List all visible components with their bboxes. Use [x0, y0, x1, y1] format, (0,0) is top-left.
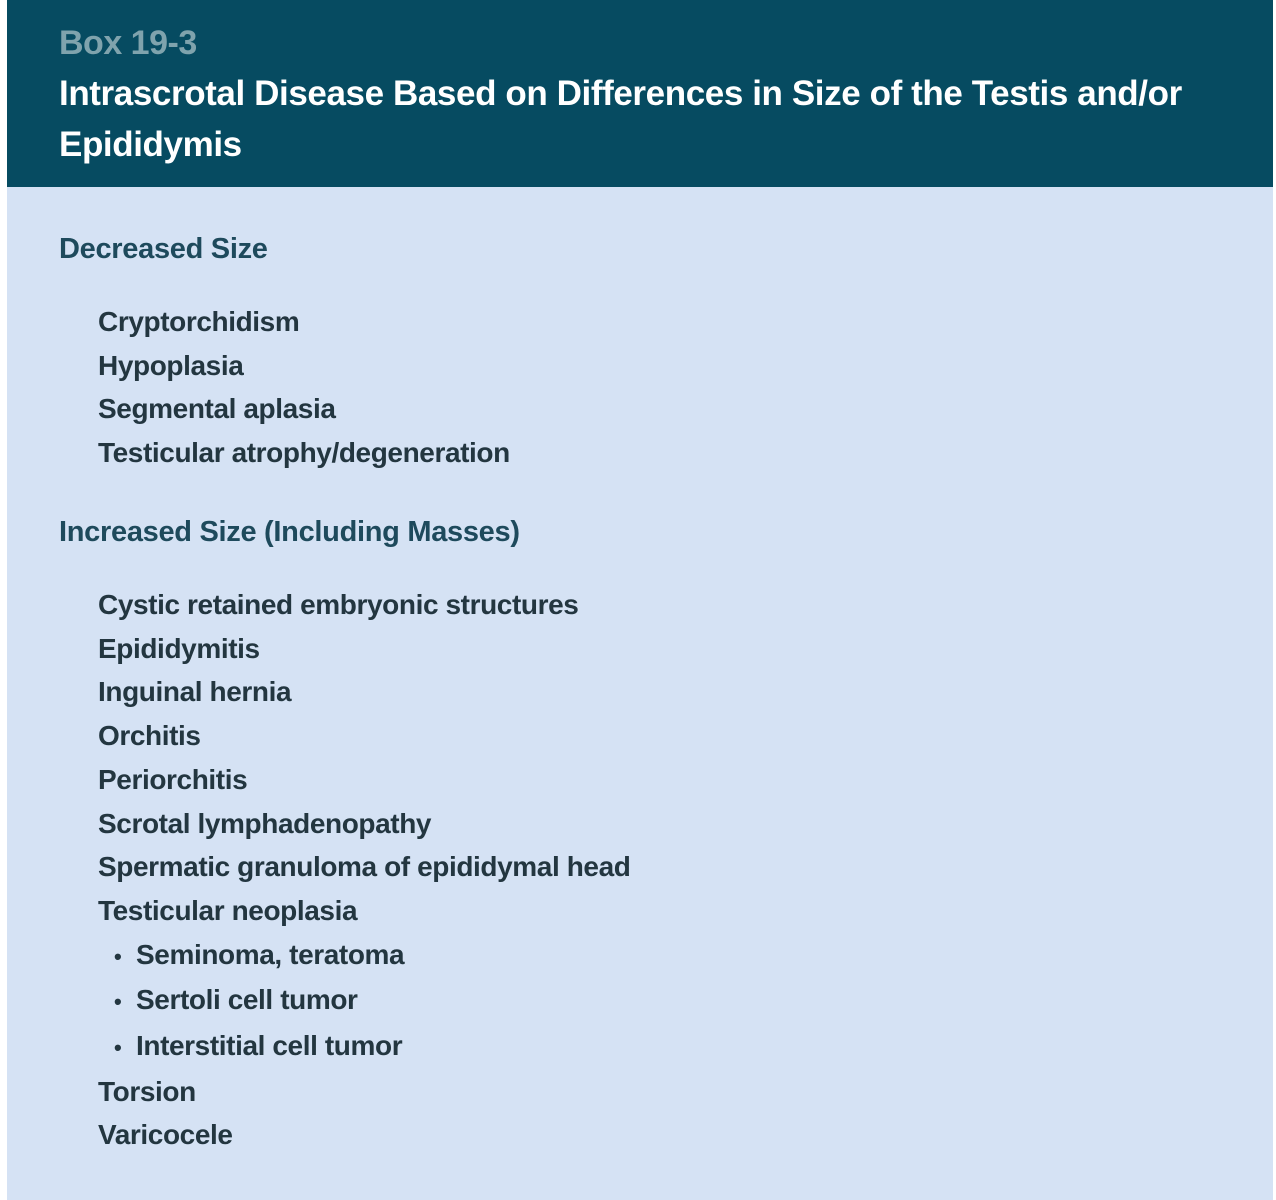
list-item: Inguinal hernia	[98, 676, 292, 708]
list-item: Cystic retained embryonic structures	[98, 589, 579, 620]
list-item: Periorchitis	[98, 763, 248, 795]
section-heading: Increased Size (Including Masses)	[59, 516, 520, 548]
sub-list-item	[98, 978, 630, 1024]
box-label: Box 19-3	[59, 24, 197, 62]
list-item: Hypoplasia	[98, 349, 244, 381]
list-item: Testicular atrophy/degeneration	[98, 437, 510, 469]
bullet-icon: •	[114, 943, 122, 969]
list-item: Cryptorchidism	[98, 306, 300, 337]
section-decreased-size	[59, 229, 510, 475]
decreased-size-list	[59, 300, 510, 475]
list-item: Segmental aplasia	[98, 393, 336, 425]
sub-item-label: Sertoli cell tumor	[136, 984, 358, 1016]
bullet-icon: •	[114, 989, 122, 1015]
list-item: Varicocele	[98, 1119, 233, 1151]
list-item: Torsion	[98, 1075, 196, 1107]
sub-item-label: Interstitial cell tumor	[136, 1030, 403, 1062]
sub-list-item	[98, 933, 630, 979]
list-item: Testicular neoplasia	[98, 894, 358, 926]
bullet-icon: •	[114, 1035, 122, 1061]
section-heading: Decreased Size	[59, 233, 268, 265]
sub-list-item	[98, 1024, 630, 1070]
increased-size-list	[59, 583, 630, 1157]
list-item: Scrotal lymphadenopathy	[98, 807, 432, 839]
section-increased-size	[59, 512, 630, 1157]
list-item: Orchitis	[98, 720, 201, 752]
info-box	[7, 0, 1273, 1200]
list-item: Epididymitis	[98, 632, 260, 664]
sub-item-label: Seminoma, teratoma	[136, 938, 405, 970]
box-header	[7, 0, 1273, 187]
box-title: Intrascrotal Disease Based on Differences in Size of the Testis and/or Epididymis	[59, 74, 1182, 164]
list-item: Spermatic granuloma of epididymal head	[98, 851, 631, 883]
